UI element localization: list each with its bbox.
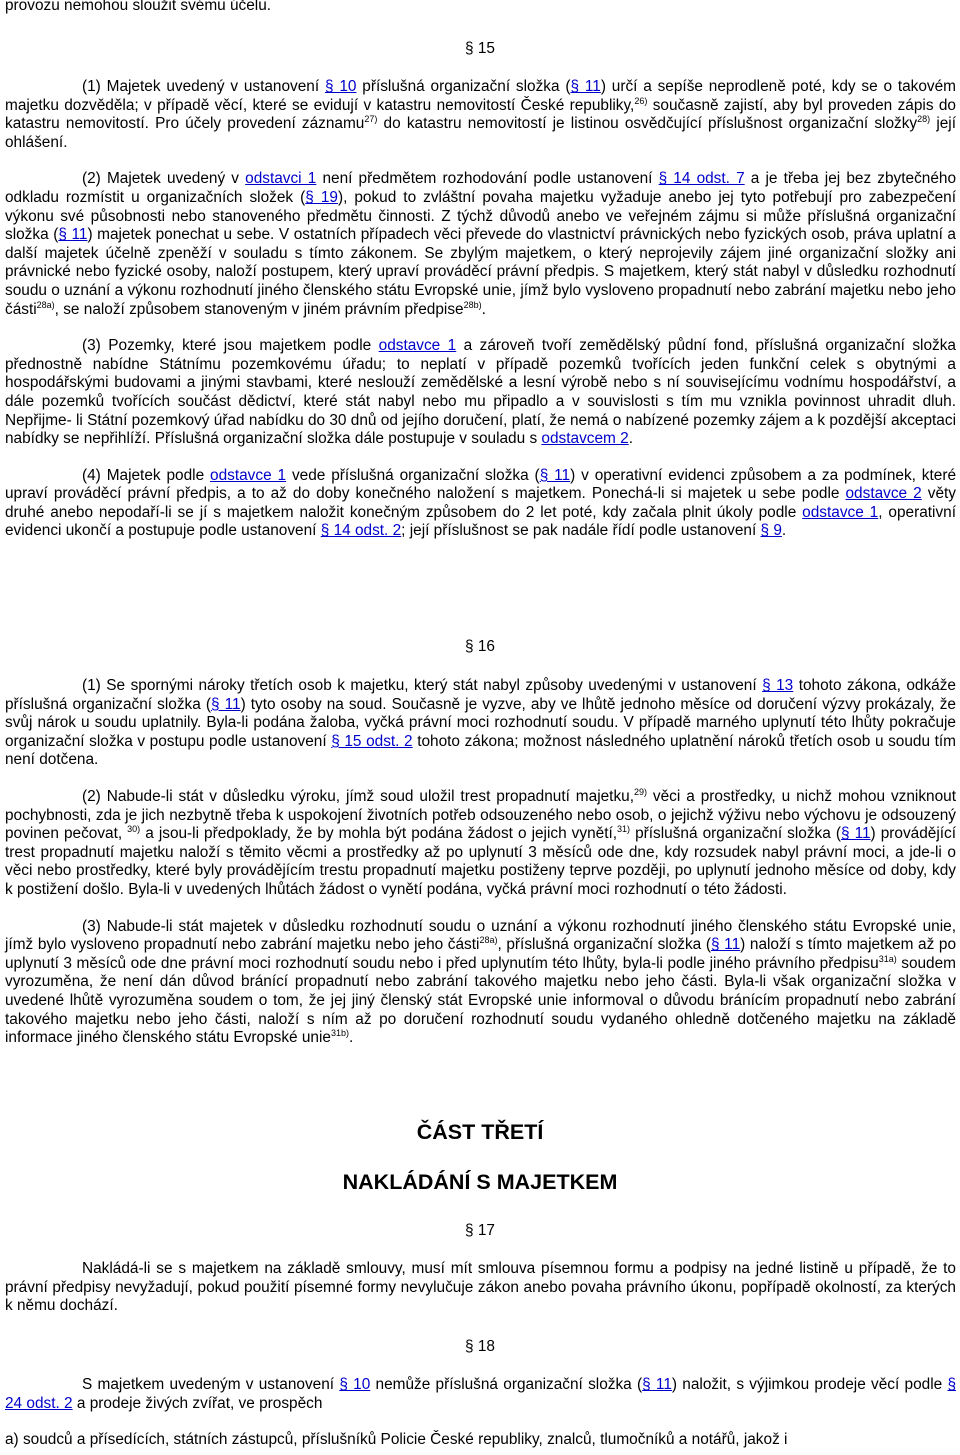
link-section-11[interactable]: § 11 bbox=[710, 936, 741, 954]
footnote-ref: 31b) bbox=[330, 1028, 349, 1039]
link-section-10[interactable]: § 10 bbox=[324, 78, 357, 95]
link-odstavce-1[interactable]: odstavce 1 bbox=[802, 503, 879, 521]
link-odstavce-2[interactable]: odstavce 2 bbox=[845, 485, 922, 503]
link-section-14-7[interactable]: § 14 odst. 7 bbox=[658, 170, 745, 188]
link-section-10[interactable]: § 10 bbox=[339, 1376, 371, 1393]
link-odstavce-1[interactable]: odstavce 1 bbox=[210, 466, 287, 484]
footnote-ref: 27) bbox=[364, 114, 378, 125]
section-18 bbox=[5, 1376, 956, 1450]
link-section-11[interactable]: § 11 bbox=[539, 466, 571, 484]
link-section-19[interactable]: § 19 bbox=[305, 188, 338, 206]
footnote-ref: 28a) bbox=[479, 935, 498, 946]
footnote-ref: 28) bbox=[917, 114, 931, 125]
paragraph-15-4: (4) Majetek podle odstavce 1 vede příslušná organizační složka (§ 11) v operativní evidenci způsobem a za podmínek, které upraví prováděcí právní předpis, a to až do doby konečného naložení s majetkem. Ponechá-li si majetek u sebe podle odstavce 2 věty druhé anebo nepodaří-li se jí s majetkem naložit konečným způsobem do 2 let poté, kdy začala plnit úkoly podle odstavce 1, operativní evidenci ukončí a postupuje podle ustanovení § 14 odst. 2; její příslušnost se pak nadále řídí podle ustanovení § 9. bbox=[5, 466, 957, 540]
section-heading-15: § 15 bbox=[465, 40, 495, 57]
link-section-11[interactable]: § 11 bbox=[570, 78, 601, 95]
section-17 bbox=[5, 1260, 956, 1316]
link-section-11[interactable]: § 11 bbox=[58, 226, 88, 244]
paragraph-16-3: (3) Nabude-li stát majetek v důsledku rozhodnutí soudu o uznání a výkonu rozhodnutí jiného členského státu Evropské unie, jímž bylo vysloveno propadnutí nebo zabrání majetku nebo jeho části$^{28a)}$, příslušná organizační složka (§ 11) naloží s tímto majetkem až po uplynutí 3 měsíců ode dne právní moci rozhodnutí soudu nebo i před uplynutím této lhůty, byla-li podle jiného právního předpisu$^{31a)}$ soudem vyrozuměna, že není dán důvod bránící propadnutí nebo zabrání takového majetku nebo jeho části. Byla-li však organizační složka v uvedené lhůtě vyrozuměna soudem o tom, že jej jiný členský stát Evropské unie informoval o důvodu bránícím propadnutí nebo zabrání takového majetku nebo jeho části, naloží s ním až po doručení rozhodnutí soudu vydaného ohledně dotčeného majetku na základě informace jiného členského státu Evropské unie$^{31b)}$. bbox=[5, 917, 957, 1047]
footnote-ref: 31a) bbox=[878, 953, 897, 964]
paragraph-18: S majetkem uvedeným v ustanovení § 10 nemůže příslušná organizační složka (§ 11) naložit, s výjimkou prodeje věcí podle § 24 odst. 2 a prodeje živých zvířat, ve prospěch bbox=[5, 1376, 957, 1412]
link-odstavcem-2[interactable]: odstavcem 2 bbox=[541, 430, 629, 448]
link-section-13[interactable]: § 13 bbox=[762, 677, 794, 694]
paragraph-16-1: (1) Se spornými nároky třetích osob k majetku, který stát nabyl způsoby uvedenými v ustanovení § 13 tohoto zákona, odkáže příslušná organizační složka (§ 11) tyto osoby na soud. Současně je vyzve, aby ve lhůtě jednoho měsíce od doručení výzvy prokázaly, že svůj nárok u soudu uplatnily. Byla-li podána žaloba, vyčká právní moci rozhodnutí soudu. V případě marného uplynutí této lhůty pokračuje organizační složka v postupu podle ustanovení § 15 odst. 2 tohoto zákona; možnost následného uplatnění nároků třetích osob u soudu tím není dotčena. bbox=[5, 677, 957, 769]
part-title: ČÁST TŘETÍ bbox=[416, 1120, 544, 1144]
list-item-a: a) soudců a přísedících, státních zástupců, příslušníků Policie České republiky, znalců, tlumočníků a notářů, jakož i bbox=[5, 1431, 788, 1449]
link-section-14-2[interactable]: § 14 odst. 2 bbox=[320, 522, 402, 540]
link-section-11[interactable]: § 11 bbox=[840, 825, 871, 843]
link-section-15-2[interactable]: § 15 odst. 2 bbox=[331, 732, 413, 750]
section-16 bbox=[5, 677, 956, 1048]
paragraph-15-3: (3) Pozemky, které jsou majetkem podle odstavce 1 a zároveň tvoří zemědělský půdní fond, příslušná organizační složka přednostně nabídne Státnímu pozemkovému úřadu; to neplatí v případě pozemků tvořících jeden funkční celek s obytnými a hospodářskými budovami a jinými stavbami, které neslouží zemědělské a lesní výrobě nebo s ní souvisejícímu vodnímu hospodářství, a dále pozemků tvořících součást dědictví, které stát nabyl nebo mu připadlo a v souvislosti s tím mu vznikla povinnost uhradit dluh. Nepřijme- li Státní pozemkový úřad nabídku do 30 dnů od jejího doručení, platí, že nemá o nabízené pozemky zájem a k pozdější akceptaci nabídky se nepřihlíží. Příslušná organizační složka dále postupuje v souladu s odstavcem 2. bbox=[5, 337, 956, 448]
link-section-24-2[interactable]: § 24 odst. 2 bbox=[5, 1376, 957, 1412]
link-odstavce-1[interactable]: odstavce 1 bbox=[378, 337, 457, 355]
link-section-9[interactable]: § 9 bbox=[760, 522, 782, 540]
paragraph-17: Nakládá-li se s majetkem na základě smlouvy, musí mít smlouva písemnou formu a podpisy na jedné listině u případě, že to právní předpisy nevyžadují, pokud použití písemné formy nevylučuje zákon anebo povaha právního úkonu, popřípadě okolností, za kterých k němu dochází. bbox=[5, 1260, 956, 1315]
part-subtitle: NAKLÁDÁNÍ S MAJETKEM bbox=[342, 1170, 618, 1194]
link-odstavci-1[interactable]: odstavci 1 bbox=[245, 170, 317, 188]
footnote-ref: 31) bbox=[617, 824, 631, 835]
section-heading-16: § 16 bbox=[465, 638, 495, 655]
footnote-ref: 29) bbox=[633, 786, 647, 797]
footnote-ref: 28a) bbox=[36, 299, 55, 310]
section-heading-18: § 18 bbox=[465, 1338, 495, 1355]
footnote-ref: 26) bbox=[634, 95, 648, 106]
footnote-ref: 28b) bbox=[463, 299, 482, 310]
top-line: provozu nemohou sloužit svému účelu. bbox=[5, 0, 272, 14]
paragraph-16-2: (2) Nabude-li stát v důsledku výroku, jímž soud uložil trest propadnutí majetku,$^{29)}$ věci a prostředky, u nichž mohou vzniknout pochybnosti, zda je jich nezbytně třeba k uspokojení životních potřeb odsouzeného nebo osob, o jejichž výživu nebo výchovu je odsouzený povinen pečovat, $^{30)}$ a jsou-li předpoklady, že by mohla být podána žádost o jejich vynětí,$^{31)}$ příslušná organizační složka (§ 11) provádějící trest propadnutí majetku naloží s těmito věcmi a prostředky až po uplynutí 3 měsíců ode dne, kdy rozsudek nabyl právní moci, a jde-li o věci nebo prostředky, které byly provádějícím trestu propadnutí majetku postiženy teprve později, po uplynutí jednoho měsíce od doby, kdy k postižení došlo. Byla-li v uvedených lhůtách žádost o vynětí podána, vyčká právní moci rozhodnutí o této žádosti. bbox=[5, 786, 956, 898]
footnote-ref: 30) bbox=[127, 824, 141, 835]
section-15 bbox=[5, 78, 956, 541]
paragraph-15-2: (2) Majetek uvedený v odstavci 1 není předmětem rozhodování podle ustanovení § 14 odst. 7 a je třeba jej bez zbytečného odkladu rozmístit u organizačních složek (§ 19), pokud to zvláštní povaha majetku vyžaduje anebo jej tyto potřebují pro zabezpečení výkonu své působnosti nebo stanoveného předmětu činnosti. Z týchž důvodů anebo ve veřejném zájmu si může příslušná organizační složka (§ 11) majetek ponechat u sebe. V ostatních případech věci převede do vlastnictví právnických nebo fyzických osob, práva uplatní a další majetek účelně zpeněží v souladu s tímto zákonem. Se zbylým majetkem, o který neprojevily zájem jiné organizační složky ani právnické nebo fyzické osoby, naloží postupem, který upraví prováděcí právní předpis. S majetkem, který stát nabyl v důsledku rozhodnutí soudu o uznání a výkonu rozhodnutí jiného členského státu Evropské unie, jímž bylo vysloveno propadnutí nebo zabrání majetku nebo jeho části$^{28a)}$, se naloží způsobem stanoveným v jiném právním předpise$^{28b)}$. bbox=[5, 170, 957, 318]
paragraph-15-1: (1) Majetek uvedený v ustanovení § 10 příslušná organizační složka (§ 11) určí a sepíše neprodleně poté, kdy se o takovém majetku dozvěděla; v případě věcí, které se evidují v katastru nemovitostí České republiky,$^{26)}$ současně zajistí, aby byl proveden zápis do katastru nemovitostí. Pro účely provedení záznamu$^{27)}$ do katastru nemovitostí je listinou osvědčující příslušnost organizační složky$^{28)}$ její ohlášení. bbox=[5, 78, 957, 151]
section-heading-17: § 17 bbox=[465, 1222, 495, 1239]
link-section-11[interactable]: § 11 bbox=[642, 1376, 672, 1393]
link-section-11[interactable]: § 11 bbox=[210, 695, 241, 713]
